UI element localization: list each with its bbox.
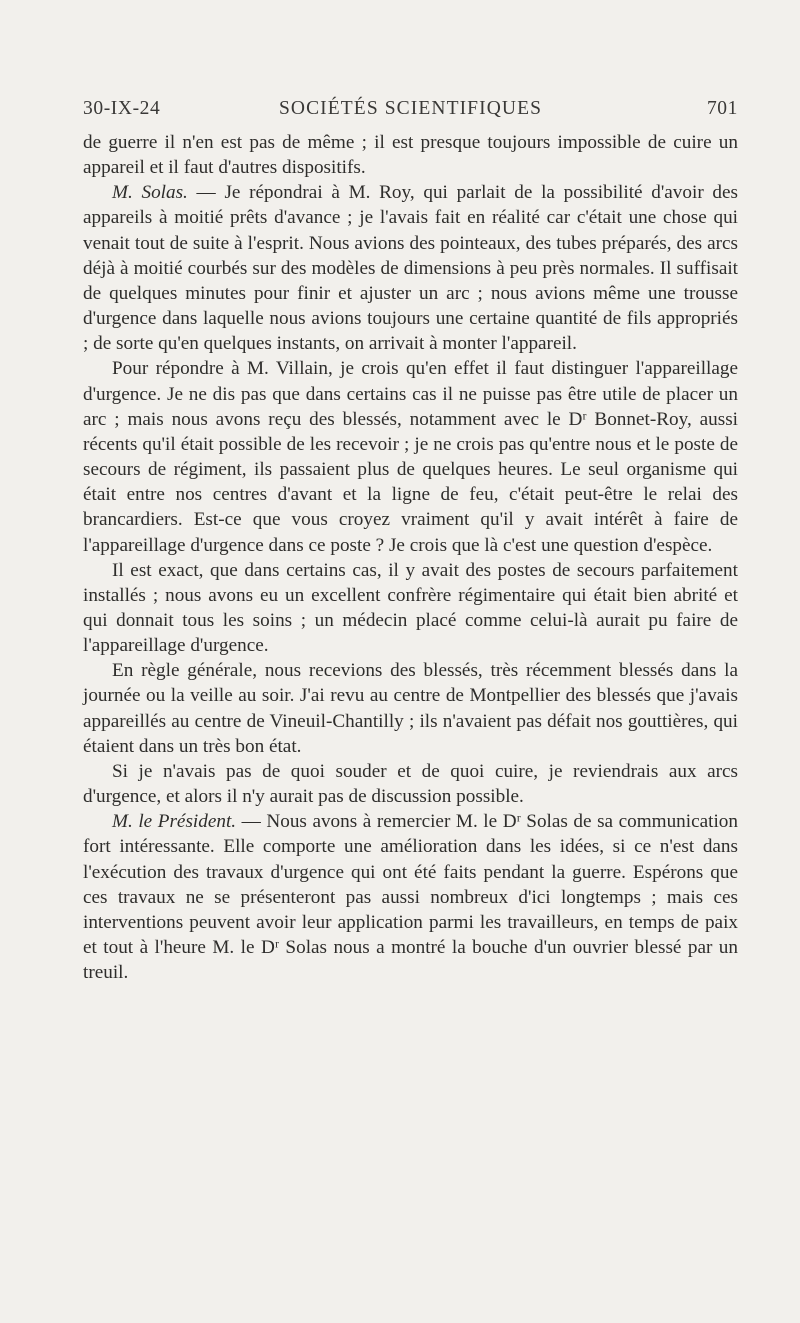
paragraph [83, 180, 738, 356]
body-text [83, 130, 738, 985]
paragraph [83, 356, 738, 557]
paragraph [83, 658, 738, 759]
paragraph-text: de guerre il n'en est pas de même ; il est presque toujours impossible de cuire un appareil et il faut d'autres dispositifs. [83, 132, 738, 179]
paragraph-text: — Je répondrai à M. Roy, qui parlait de la possibilité d'avoir des appareils à moitié prêts d'avance ; je l'avais fait en réalité car c'était une chose qui venait tout de suite à l'esprit. Nous avions des pointeaux, des tubes préparés, des arcs déjà à moitié courbés sur des modèles de dimensions à peu près normales. Il suffisait de quelques minutes pour finir et ajuster un arc ; nous avions même une trousse d'urgence dans laquelle nous avions toujours une certaine quantité de fils appropriés ; de sorte qu'en quelques instants, on arrivait à monter l'appareil. [83, 182, 738, 355]
page-number: 701 [706, 98, 738, 119]
paragraph-text: Il est exact, que dans certains cas, il y avait des postes de secours parfaitement installés ; nous avons eu un excellent confrère régimentaire qui était bien abrité et qui donnait tous les soins ; un médecin placé comme celui-là aurait pu faire de l'appareillage d'urgence. [83, 559, 738, 657]
paragraph-text: Pour répondre à M. Villain, je crois qu'en effet il faut distinguer l'appareillage d'urgence. Je ne dis pas que dans certains cas il ne puisse pas être utile de placer un arc ; mais nous avons reçu des blessés, notamment avec le Dʳ Bonnet-Roy, aussi récents qu'il était possible de les recevoir ; je ne crois pas qu'entre nous et le poste de secours de régiment, ils passaient plus de quelques heures. Le seul organisme qui était entre nos centres d'avant et la ligne de feu, c'était peut-être le relai des brancardiers. Est-ce que vous croyez vraiment qu'il y avait intérêt à faire de l'appareillage d'urgence dans ce poste ? Je crois que là c'est une question d'espèce. [83, 358, 738, 556]
running-header [83, 98, 738, 128]
paragraph [83, 558, 738, 659]
paragraph [83, 130, 738, 180]
paragraph-text: En règle générale, nous recevions des blessés, très récemment blessés dans la journée ou la veille au soir. J'ai revu au centre de Montpellier des blessés que j'avais appareillés au centre de Vineuil-Chantilly ; ils n'avaient pas défait nos gouttières, qui étaient dans un très bon état. [83, 660, 738, 757]
document-page [83, 98, 738, 985]
paragraph-text: Si je n'avais pas de quoi souder et de quoi cuire, je reviendrais aux arcs d'urgence, et alors il n'y aurait pas de discussion possible. [83, 760, 738, 808]
paragraph [83, 759, 738, 809]
speaker-name: M. Solas. [112, 182, 188, 204]
speaker-name: M. le Président. [112, 811, 237, 833]
paragraph-text: — Nous avons à remercier M. le Dʳ Solas de sa communication fort intéressante. Elle comporte une amélioration dans les idées, si ce n'est dans l'exécution des travaux d'urgence qui ont été faits pendant la guerre. Espérons que ces travaux ne se présenteront pas aussi nombreux d'ici longtemps ; mais ces interventions peuvent avoir leur application parmi les travailleurs, en temps de paix et tout à l'heure M. le Dʳ Solas nous a montré la bouche d'un ouvrier blessé par un treuil. [83, 811, 738, 984]
header-date: 30-IX-24 [83, 98, 161, 119]
paragraph [83, 809, 738, 985]
header-title: SOCIÉTÉS SCIENTIFIQUES [278, 98, 543, 119]
